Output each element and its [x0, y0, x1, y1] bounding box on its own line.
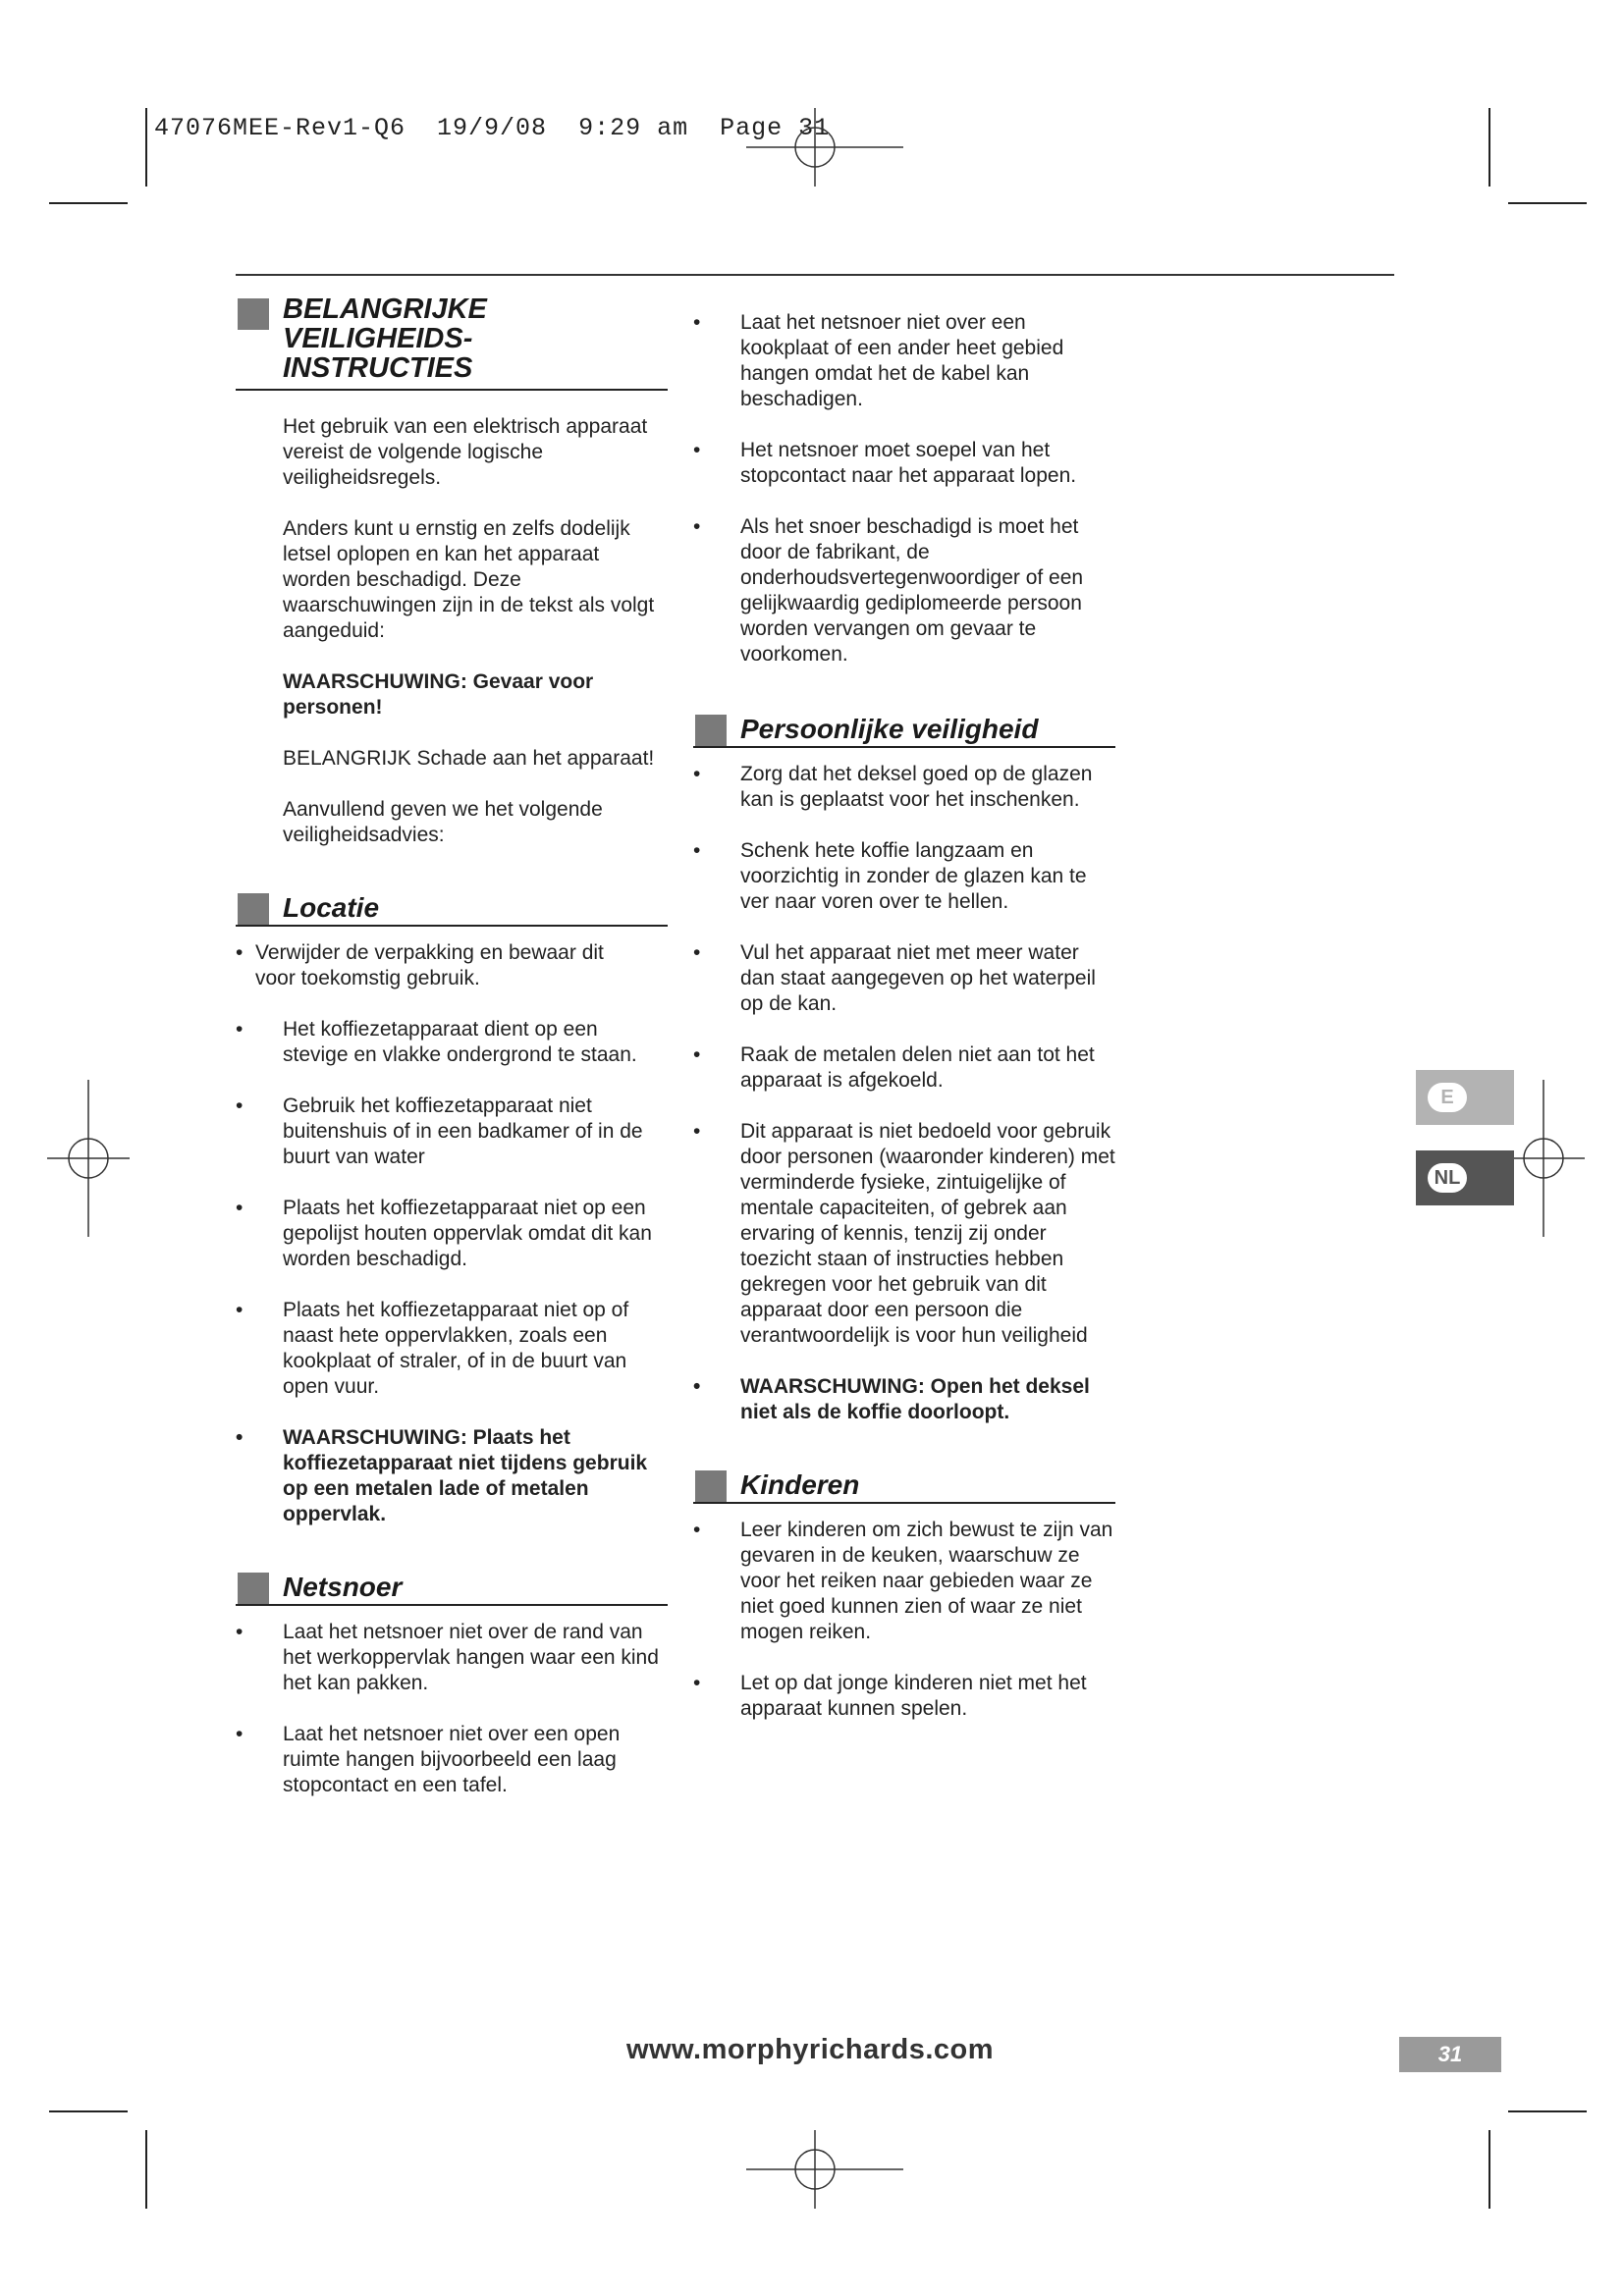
list-item: [693, 838, 1115, 915]
language-tab-label: NL: [1428, 1163, 1467, 1193]
list-item: [693, 310, 1115, 412]
bullet-icon: •: [693, 763, 701, 785]
list-item: [693, 1671, 1115, 1722]
list-item-text: Gebruik het koffiezetapparaat niet buitenshuis of in een badkamer of in de buurt van water: [283, 1095, 643, 1168]
list-item: [693, 1119, 1115, 1349]
crop-mark: [1508, 202, 1587, 204]
list-item-text: Plaats het koffiezetapparaat niet op of naast hete oppervlakken, zoals een kookplaat of straler, of in de buurt van open vuur.: [283, 1299, 629, 1398]
list-item-text: Het netsnoer moet soepel van het stopcontact naar het apparaat lopen.: [740, 439, 1077, 487]
list-item-text: Laat het netsnoer niet over een kookplaat of een ander heet gebied hangen omdat het de kabel kan beschadigen.: [740, 311, 1064, 410]
crop-mark: [1489, 2130, 1490, 2209]
bullet-icon: •: [693, 311, 701, 334]
bullet-icon: •: [693, 1519, 701, 1541]
header-rule: [236, 274, 1394, 276]
bullet-icon: •: [693, 1672, 701, 1694]
list-item: [693, 940, 1115, 1017]
left-column: [236, 294, 668, 1824]
bullet-icon: •: [236, 1621, 244, 1643]
language-tab-e[interactable]: [1416, 1070, 1514, 1125]
list-item: [236, 1722, 668, 1798]
list-item-text: Als het snoer beschadigd is moet het door de fabrikant, de onderhoudsvertegenwoordiger of een gelijkwaardig gediplomeerde persoon worden vervangen om gevaar te voorkomen.: [740, 515, 1084, 666]
bullet-icon: •: [693, 1043, 701, 1066]
bullet-icon: •: [693, 1120, 701, 1143]
bullet-icon: •: [693, 439, 701, 461]
heading-line: VEILIGHEIDS-: [283, 323, 473, 354]
list-item-text: Dit apparaat is niet bedoeld voor gebruik door personen (waaronder kinderen) met verminderde fysieke, zintuigelijke of mentale capaciteiten, of gebrek aan ervaring of kennis, tenzij zij onder toezicht staan of instructies hebben gekregen voor het gebruik van dit apparaat door een persoon die verantwoordelijk is voor hun veiligheid: [740, 1120, 1115, 1347]
list-item: [236, 940, 668, 991]
bullet-icon: •: [693, 1375, 701, 1398]
crop-mark: [1489, 108, 1490, 187]
intro-paragraph: Anders kunt u ernstig en zelfs dodelijk letsel oplopen en kan het apparaat worden beschadigd. Deze waarschuwingen zijn in de tekst als volgt aangeduid:: [283, 517, 655, 642]
warning-notice: WAARSCHUWING: Gevaar voor personen!: [283, 670, 594, 719]
important-notice: BELANGRIJK Schade aan het apparaat!: [283, 747, 655, 770]
heading-square-icon: [238, 1573, 269, 1604]
language-tab-label: E: [1428, 1083, 1467, 1112]
heading-line: INSTRUCTIES: [283, 352, 473, 384]
list-item-text: Raak de metalen delen niet aan tot het apparaat is afgekoeld.: [740, 1043, 1095, 1092]
list-item: [693, 1042, 1115, 1094]
heading-text: Locatie: [283, 892, 380, 923]
heading-text: Netsnoer: [283, 1572, 403, 1602]
list-item-text: Vul het apparaat niet met meer water dan staat aangegeven op het waterpeil op de kan.: [740, 941, 1096, 1015]
footer-website: www.morphyrichards.com: [625, 2034, 995, 2065]
list-item-text: Leer kinderen om zich bewust te zijn van gevaren in de keuken, waarschuw ze voor het reiken naar gebieden waar ze niet goed kunnen zien of waar ze niet mogen reiken.: [740, 1519, 1113, 1643]
list-item-text: Laat het netsnoer niet over een open ruimte hangen bijvoorbeeld een laag stopcontact en een tafel.: [283, 1723, 621, 1796]
heading-square-icon: [695, 715, 727, 746]
bullet-icon: •: [236, 1723, 244, 1745]
section-heading-netsnoer: [236, 1571, 668, 1606]
bullet-icon: •: [236, 1197, 244, 1219]
crop-mark: [49, 2110, 128, 2112]
bullet-icon: •: [236, 1426, 244, 1449]
section-heading-persoonlijk: [693, 713, 1115, 748]
list-item: [236, 1298, 668, 1400]
print-slug: 47076MEE-Rev1-Q6 19/9/08 9:29 am Page 31: [154, 114, 831, 142]
heading-square-icon: [238, 893, 269, 925]
list-item-text: WAARSCHUWING: Open het deksel niet als de koffie doorloopt.: [740, 1375, 1090, 1423]
list-item-text: Zorg dat het deksel goed op de glazen kan is geplaatst voor het inschenken.: [740, 763, 1093, 811]
bullet-icon: •: [236, 1299, 244, 1321]
bullet-icon: •: [236, 941, 244, 964]
list-item: [693, 514, 1115, 667]
intro-paragraph: Aanvullend geven we het volgende veiligheidsadvies:: [283, 798, 603, 846]
bullet-icon: •: [693, 839, 701, 862]
list-item-text: Het koffiezetapparaat dient op een stevige en vlakke ondergrond te staan.: [283, 1018, 637, 1066]
heading-text: Kinderen: [740, 1469, 860, 1500]
crop-mark: [1508, 2110, 1587, 2112]
bullet-icon: •: [236, 1018, 244, 1041]
list-item-text: Verwijder de verpakking en bewaar dit voor toekomstig gebruik.: [255, 941, 604, 989]
section-heading-kinderen: [693, 1468, 1115, 1504]
heading-line: BELANGRIJKE: [283, 294, 487, 325]
registration-mark-icon: [47, 1080, 130, 1237]
bullet-icon: •: [693, 941, 701, 964]
list-item: [693, 1518, 1115, 1645]
list-item-warning: [693, 1374, 1115, 1425]
list-item-text: Schenk hete koffie langzaam en voorzichtig in zonder de glazen kan te ver naar voren over te hellen.: [740, 839, 1087, 913]
registration-mark-icon: [1502, 1080, 1585, 1237]
crop-mark: [145, 108, 147, 187]
heading-square-icon: [238, 298, 269, 330]
page-number: 31: [1399, 2037, 1501, 2072]
registration-mark-icon: [746, 2130, 903, 2209]
list-item: [693, 762, 1115, 813]
bullet-icon: •: [693, 515, 701, 538]
crop-mark: [49, 202, 128, 204]
list-item-text: Plaats het koffiezetapparaat niet op een gepolijst houten oppervlak omdat dit kan worden beschadigd.: [283, 1197, 652, 1270]
registration-mark-icon: [746, 108, 903, 187]
crop-mark: [145, 2130, 147, 2209]
section-heading-safety: [236, 294, 668, 391]
list-item-text: WAARSCHUWING: Plaats het koffiezetapparaat niet tijdens gebruik op een metalen lade of metalen oppervlak.: [283, 1426, 648, 1525]
list-item: [236, 1620, 668, 1696]
intro-paragraph: Het gebruik van een elektrisch apparaat vereist de volgende logische veiligheidsregels.: [283, 415, 648, 489]
bullet-icon: •: [236, 1095, 244, 1117]
heading-square-icon: [695, 1470, 727, 1502]
list-item: [236, 1094, 668, 1170]
list-item-text: Let op dat jonge kinderen niet met het apparaat kunnen spelen.: [740, 1672, 1087, 1720]
list-item: [236, 1196, 668, 1272]
list-item: [236, 1017, 668, 1068]
list-item-text: Laat het netsnoer niet over de rand van het werkoppervlak hangen waar een kind het kan pakken.: [283, 1621, 659, 1694]
list-item-warning: [236, 1425, 668, 1527]
section-heading-locatie: [236, 891, 668, 927]
right-column: [693, 310, 1115, 1747]
heading-text: Persoonlijke veiligheid: [740, 714, 1039, 744]
language-tab-nl[interactable]: [1416, 1150, 1514, 1205]
list-item: [693, 438, 1115, 489]
